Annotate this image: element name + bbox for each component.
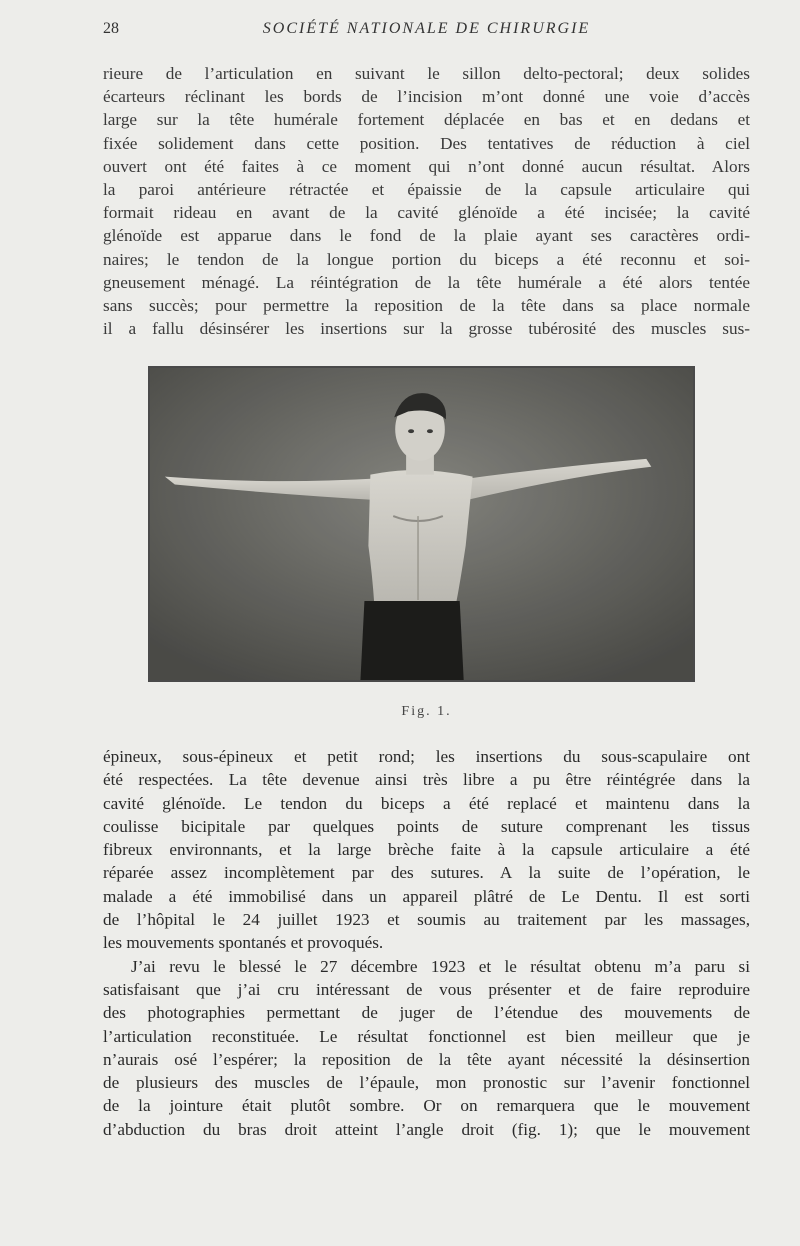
top-paragraph: [103, 62, 750, 340]
text-line: naires; le tendon de la longue portion du biceps a été reconnu et soi-: [103, 249, 750, 269]
text-line: cavité glénoïde. Le tendon du biceps a été replacé et maintenu dans la: [103, 793, 750, 813]
figure-caption: Fig. 1.: [401, 704, 452, 719]
page-header: [103, 20, 750, 42]
text-line: de plusieurs des muscles de l’épaule, mon pronostic sur l’avenir fonctionnel: [103, 1073, 750, 1093]
paragraph: [103, 745, 750, 955]
text-line: épineux, sous-épineux et petit rond; les insertions du sous-scapulaire ont: [103, 747, 750, 766]
text-line: rieure de l’articulation en suivant le sillon delto-pectoral; deux solides: [103, 64, 750, 83]
text-line: fixée solidement dans cette position. Des tentatives de réduction à ciel: [103, 133, 750, 153]
text-line: la paroi antérieure rétractée et épaissie de la capsule articulaire qui: [103, 180, 750, 200]
text-line: d’abduction du bras droit atteint l’angle droit (fig. 1); que le mouvement: [103, 1119, 750, 1139]
text-line: fibreux environnants, et la large brèche faite à la capsule articulaire a été: [103, 840, 750, 860]
figure-photograph: [148, 366, 695, 682]
text-line: large sur la tête humérale fortement déplacée en bas et en dedans et: [103, 110, 750, 130]
text-line: des photographies permettant de juger de l’étendue des mouvements de: [103, 1003, 750, 1023]
text-line: J’ai revu le blessé le 27 décembre 1923 et le résultat obtenu m’a paru si: [131, 956, 750, 976]
paragraph: [103, 955, 750, 1141]
text-line: de l’hôpital le 24 juillet 1923 et soumis au traitement par les massages,: [103, 910, 750, 930]
bottom-text: [103, 745, 750, 1141]
text-line: malade a été immobilisé dans un appareil plâtré de Le Dentu. Il est sorti: [103, 886, 750, 906]
text-line: glénoïde est apparue dans le fond de la plaie ayant ses caractères ordi-: [103, 226, 750, 246]
text-line: sans succès; pour permettre la reposition de la tête dans sa place normale: [103, 296, 750, 316]
text-line: de la jointure était plutôt sombre. Or on remarquera que le mouvement: [103, 1096, 750, 1116]
text-line: réparée assez incomplètement par des sutures. A la suite de l’opération, le: [103, 863, 750, 883]
photo-patient-arms-abducted: [150, 368, 693, 680]
page-number: 28: [103, 20, 119, 37]
running-title: SOCIÉTÉ NATIONALE DE CHIRURGIE: [262, 20, 591, 37]
text-line: les mouvements spontanés et provoqués.: [103, 933, 384, 953]
text-line: ouvert ont été faites à ce moment qui n’ont donné aucun résultat. Alors: [103, 156, 750, 176]
text-line: écarteurs réclinant les bords de l’incision m’ont donné une voie d’accès: [103, 87, 750, 107]
text-line: coulisse bicipitale par quelques points de suture comprenant les tissus: [103, 816, 750, 836]
text-line: été respectées. La tête devenue ainsi très libre a pu être réintégrée dans la: [103, 770, 750, 790]
text-line: formait rideau en avant de la cavité glénoïde a été incisée; la cavité: [103, 203, 750, 223]
text-line: il a fallu désinsérer les insertions sur la grosse tubérosité des muscles sus-: [103, 319, 750, 339]
text-line: gneusement ménagé. La réintégration de la tête humérale a été alors tentée: [103, 272, 750, 292]
text-line: n’aurais osé l’espérer; la reposition de la tête ayant nécessité la désinsertion: [103, 1049, 750, 1069]
text-line: satisfaisant que j’ai cru intéressant de vous présenter et de faire reproduire: [103, 979, 750, 999]
text-line: l’articulation reconstituée. Le résultat fonctionnel est bien meilleur que je: [103, 1026, 750, 1046]
